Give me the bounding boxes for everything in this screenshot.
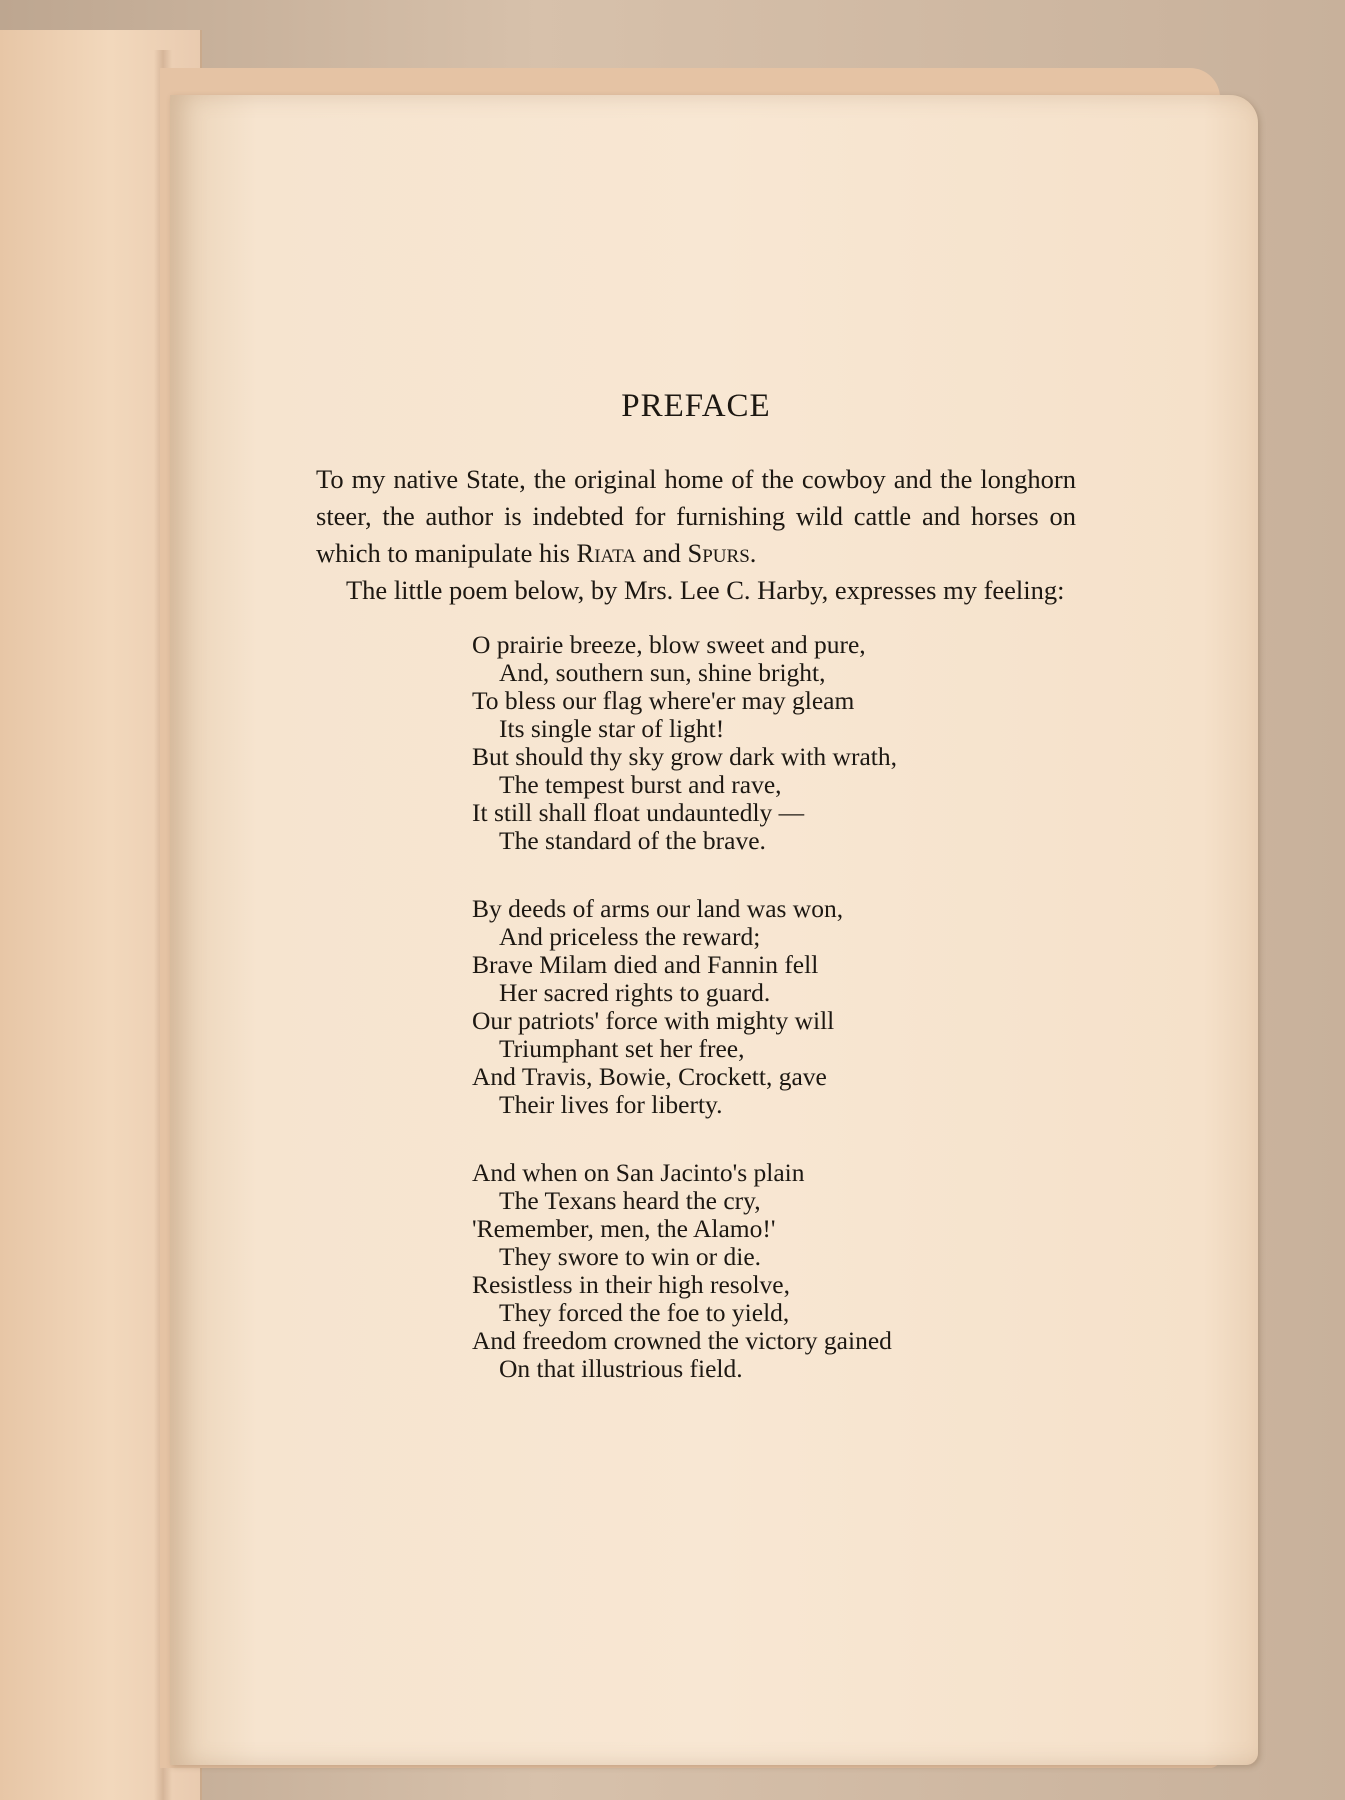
poem-line: O prairie breeze, blow sweet and pure, [472, 630, 866, 659]
poem-line: The tempest burst and rave, [499, 770, 782, 799]
poem-stanza [472, 1159, 1076, 1383]
poem-line: Our patriots' force with mighty will [472, 1006, 835, 1035]
poem-line: Its single star of light! [499, 714, 725, 743]
poem-line: They swore to win or die. [499, 1242, 762, 1271]
poem-stanza [472, 631, 1076, 855]
poem-line: Her sacred rights to guard. [499, 978, 771, 1007]
poem-line: The Texans heard the cry, [499, 1186, 761, 1215]
poem-line: And, southern sun, shine bright, [499, 658, 826, 687]
poem-line: And Travis, Bowie, Crockett, gave [472, 1062, 827, 1091]
poem-line: By deeds of arms our land was won, [472, 894, 844, 923]
page-content [316, 388, 1076, 1423]
paragraph-1-end: . [749, 538, 757, 568]
paragraph-1-and: and [635, 538, 688, 568]
poem-line: Resistless in their high resolve, [472, 1270, 791, 1299]
paragraph-1-text: To my native State, the original home of the cowboy and the longhorn steer, the author is indebted for furnishing wild cattle and horses on which to manipulate his [316, 464, 1076, 568]
riata-smallcaps: Riata [576, 538, 636, 568]
poem-line: Brave Milam died and Fannin fell [472, 950, 819, 979]
poem-line: Their lives for liberty. [499, 1090, 723, 1119]
poem-line: 'Remember, men, the Alamo!' [472, 1214, 776, 1243]
poem-line: Triumphant set her free, [499, 1034, 745, 1063]
poem-line: And priceless the reward; [499, 922, 761, 951]
poem-line: But should thy sky grow dark with wrath, [472, 742, 897, 771]
poem-line: To bless our flag where'er may gleam [472, 686, 855, 715]
poem-line: On that illustrious field. [499, 1354, 743, 1383]
preface-paragraph-2: The little poem below, by Mrs. Lee C. Harby, expresses my feeling: [346, 575, 1065, 605]
poem-line: And freedom crowned the victory gained [472, 1326, 892, 1355]
book-page [170, 95, 1258, 1765]
poem-line: They forced the foe to yield, [499, 1298, 790, 1327]
poem-line: It still shall float undauntedly — [472, 798, 805, 827]
spurs-smallcaps: Spurs [687, 538, 750, 568]
poem [472, 631, 1076, 1383]
preface-paragraph-1 [316, 461, 1076, 572]
poem-line: The standard of the brave. [499, 826, 766, 855]
poem-line: And when on San Jacinto's plain [472, 1158, 805, 1187]
page-title: PREFACE [621, 388, 771, 424]
poem-stanza [472, 895, 1076, 1119]
